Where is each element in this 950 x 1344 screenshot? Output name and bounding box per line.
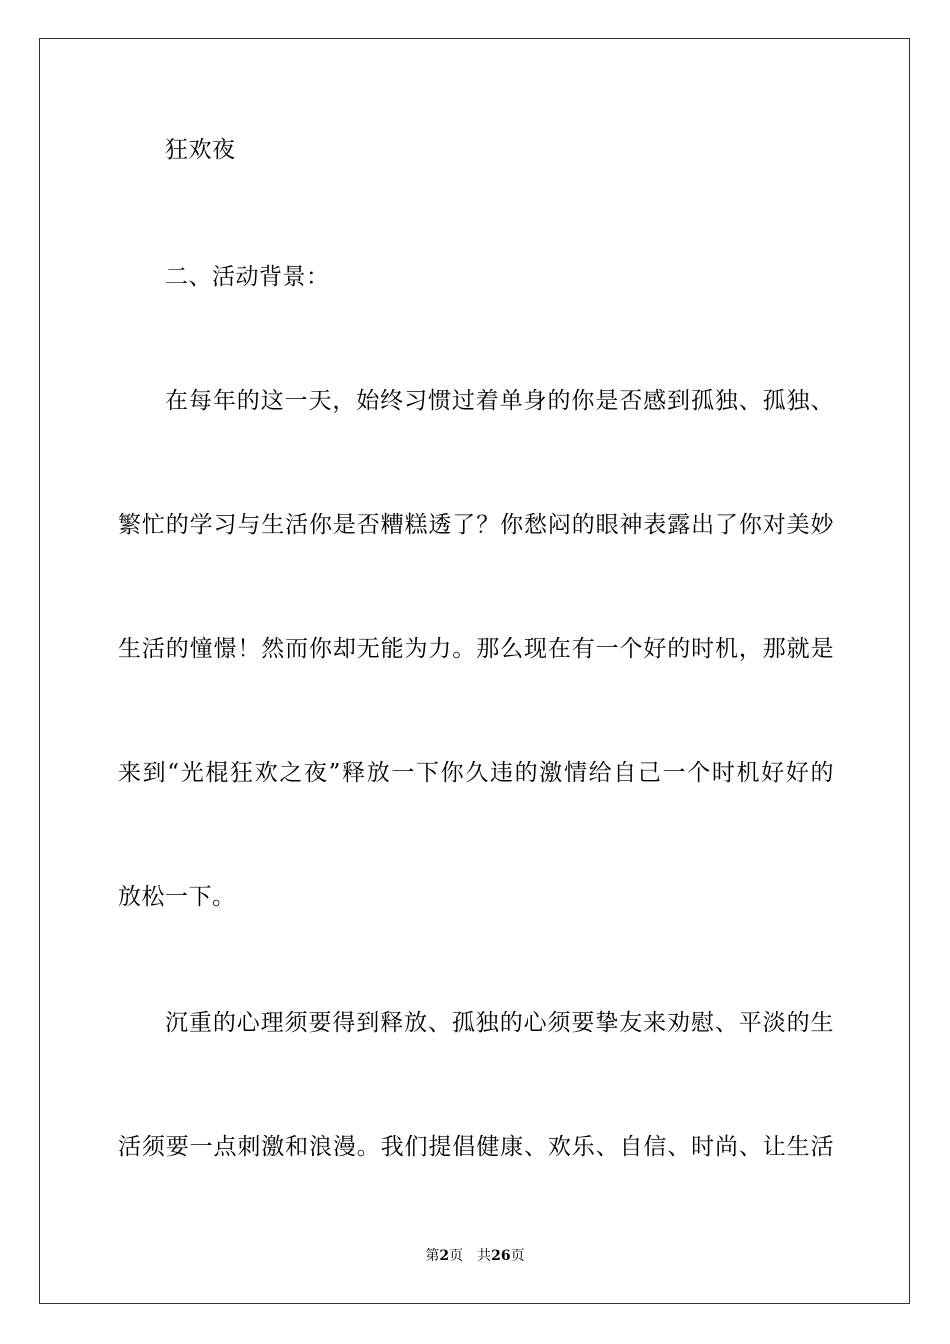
paragraph-line: 来到“光棍狂欢之夜”释放一下你久违的激情给自己一个时机好好的 — [118, 760, 834, 786]
paragraph-line: 生活的憧憬！然而你却无能为力。那么现在有一个好的时机，那就是 — [118, 636, 834, 662]
section-heading: 二、活动背景： — [165, 264, 330, 290]
footer-page-current: 2 — [439, 1248, 450, 1264]
text-line-title: 狂欢夜 — [165, 137, 236, 163]
paragraph-line: 在每年的这一天，始终习惯过着单身的你是否感到孤独、孤独、 — [165, 388, 834, 414]
paragraph-line: 沉重的心理须要得到释放、孤独的心须要挚友来劝慰、平淡的生 — [165, 1010, 834, 1036]
page-footer — [0, 1247, 950, 1265]
footer-page-prefix: 第 — [425, 1248, 440, 1264]
footer-page-total: 26 — [491, 1248, 511, 1264]
paragraph-line: 放松一下。 — [118, 884, 236, 910]
paragraph-line: 活须要一点刺激和浪漫。我们提倡健康、欢乐、自信、时尚、让生活 — [118, 1134, 834, 1160]
footer-total-unit: 页 — [510, 1248, 525, 1264]
paragraph-line: 繁忙的学习与生活你是否糟糕透了？你愁闷的眼神表露出了你对美妙 — [118, 512, 834, 538]
footer-page-unit: 页 — [449, 1248, 464, 1264]
footer-total-prefix: 共 — [477, 1248, 492, 1264]
page-frame — [39, 38, 910, 1304]
